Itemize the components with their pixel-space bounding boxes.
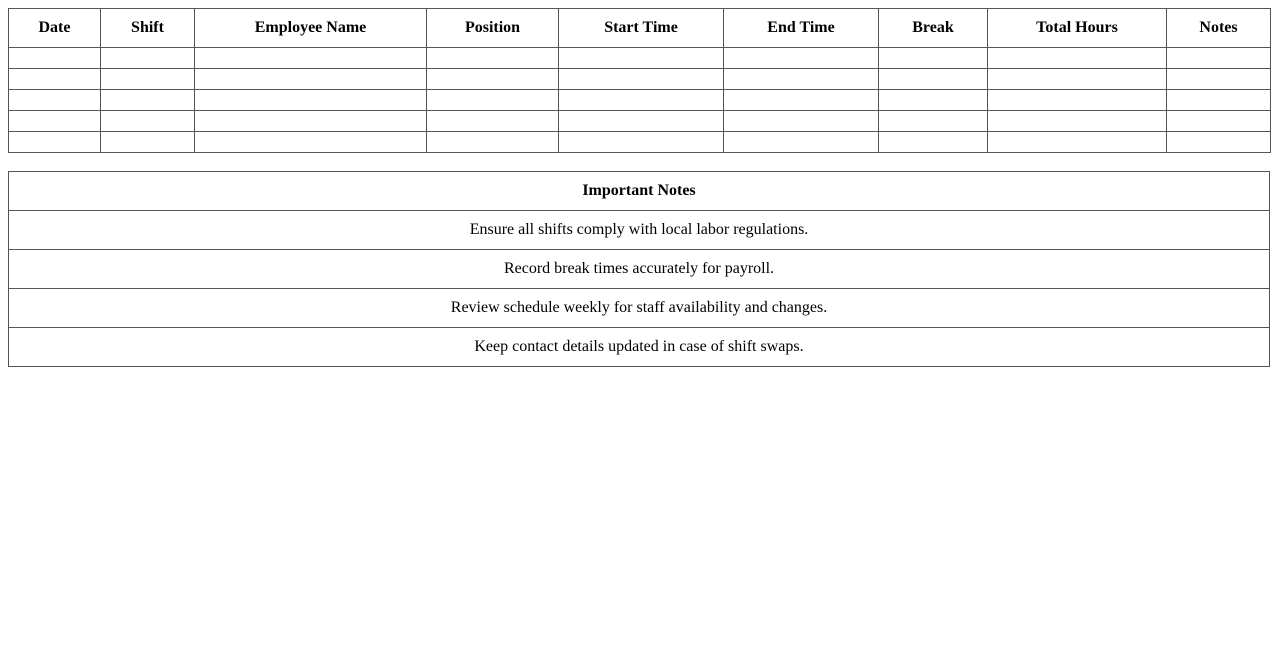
table-cell[interactable]	[879, 48, 988, 69]
header-position: Position	[427, 9, 559, 48]
table-cell[interactable]	[101, 69, 195, 90]
table-cell[interactable]	[559, 132, 724, 153]
table-cell[interactable]	[9, 69, 101, 90]
schedule-header-row	[9, 9, 1271, 48]
table-cell[interactable]	[427, 132, 559, 153]
table-cell[interactable]	[988, 111, 1167, 132]
list-item	[9, 211, 1270, 250]
table-cell[interactable]	[101, 48, 195, 69]
notes-header-row	[9, 172, 1270, 211]
note-text: Ensure all shifts comply with local labor regulations.	[9, 211, 1270, 250]
header-shift: Shift	[101, 9, 195, 48]
important-notes-table	[8, 171, 1270, 367]
notes-title: Important Notes	[9, 172, 1270, 211]
table-row	[9, 69, 1271, 90]
table-cell[interactable]	[879, 90, 988, 111]
header-date: Date	[9, 9, 101, 48]
note-text: Keep contact details updated in case of shift swaps.	[9, 328, 1270, 367]
note-text: Review schedule weekly for staff availability and changes.	[9, 289, 1270, 328]
table-cell[interactable]	[988, 132, 1167, 153]
page	[8, 8, 1270, 367]
table-cell[interactable]	[427, 69, 559, 90]
header-employee-name: Employee Name	[195, 9, 427, 48]
table-cell[interactable]	[879, 132, 988, 153]
table-cell[interactable]	[1167, 132, 1271, 153]
table-cell[interactable]	[559, 111, 724, 132]
table-cell[interactable]	[427, 48, 559, 69]
header-end-time: End Time	[724, 9, 879, 48]
header-total-hours: Total Hours	[988, 9, 1167, 48]
table-cell[interactable]	[195, 90, 427, 111]
table-cell[interactable]	[9, 132, 101, 153]
table-cell[interactable]	[9, 90, 101, 111]
table-cell[interactable]	[879, 111, 988, 132]
table-cell[interactable]	[988, 90, 1167, 111]
note-text: Record break times accurately for payroll.	[9, 250, 1270, 289]
header-break: Break	[879, 9, 988, 48]
table-cell[interactable]	[724, 48, 879, 69]
table-cell[interactable]	[9, 111, 101, 132]
table-cell[interactable]	[724, 69, 879, 90]
table-cell[interactable]	[988, 69, 1167, 90]
table-cell[interactable]	[195, 132, 427, 153]
header-notes: Notes	[1167, 9, 1271, 48]
table-cell[interactable]	[1167, 69, 1271, 90]
table-cell[interactable]	[724, 111, 879, 132]
list-item	[9, 328, 1270, 367]
table-cell[interactable]	[101, 90, 195, 111]
schedule-table	[8, 8, 1271, 153]
header-start-time: Start Time	[559, 9, 724, 48]
table-cell[interactable]	[724, 90, 879, 111]
table-row	[9, 90, 1271, 111]
table-cell[interactable]	[101, 132, 195, 153]
table-cell[interactable]	[9, 48, 101, 69]
table-cell[interactable]	[559, 48, 724, 69]
table-row	[9, 111, 1271, 132]
table-cell[interactable]	[1167, 111, 1271, 132]
table-cell[interactable]	[1167, 48, 1271, 69]
table-row	[9, 48, 1271, 69]
table-cell[interactable]	[559, 90, 724, 111]
table-cell[interactable]	[195, 111, 427, 132]
table-cell[interactable]	[101, 111, 195, 132]
list-item	[9, 250, 1270, 289]
table-cell[interactable]	[195, 48, 427, 69]
table-cell[interactable]	[195, 69, 427, 90]
table-cell[interactable]	[427, 90, 559, 111]
table-cell[interactable]	[988, 48, 1167, 69]
table-cell[interactable]	[427, 111, 559, 132]
list-item	[9, 289, 1270, 328]
table-cell[interactable]	[1167, 90, 1271, 111]
table-cell[interactable]	[559, 69, 724, 90]
table-row	[9, 132, 1271, 153]
table-cell[interactable]	[724, 132, 879, 153]
table-cell[interactable]	[879, 69, 988, 90]
